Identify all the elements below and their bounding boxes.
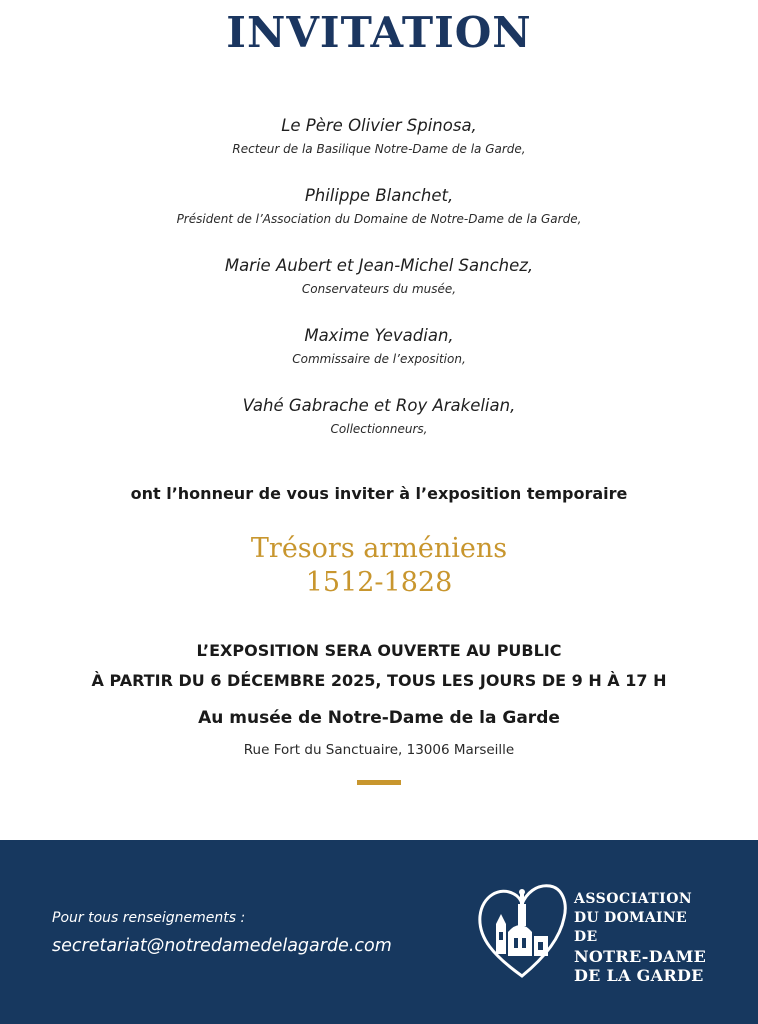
invitation-sentence: ont l’honneur de vous inviter à l’exposition temporaire <box>130 484 628 503</box>
host-role: Conservateurs du musée, <box>301 282 457 296</box>
info-label: Pour tous renseignements : <box>52 910 246 926</box>
host-entry <box>0 326 758 367</box>
host-name: Le Père Olivier Spinosa, <box>281 116 477 135</box>
opening-info <box>0 636 758 696</box>
host-entry <box>0 396 758 437</box>
host-entry <box>0 256 758 297</box>
host-role: Président de l’Association du Domaine de Notre-Dame de la Garde, <box>176 212 582 226</box>
host-role: Recteur de la Basilique Notre-Dame de la Garde, <box>232 142 526 156</box>
venue-address: Rue Fort du Sanctuaire, 13006 Marseille <box>243 742 515 758</box>
host-name: Maxime Yevadian, <box>304 326 454 345</box>
host-entry <box>0 116 758 157</box>
exhibition-title: Trésors arméniens <box>250 533 508 564</box>
contact-email-link[interactable]: secretariat@notredamedelagarde.com <box>52 936 392 956</box>
host-entry <box>0 186 758 227</box>
opening-line-2: À PARTIR DU 6 DÉCEMBRE 2025, TOUS LES JOURS DE 9 H À 17 H <box>91 671 667 690</box>
exhibition-heading <box>0 532 758 600</box>
host-role: Commissaire de l’exposition, <box>292 352 466 366</box>
footer-banner <box>0 840 758 1024</box>
host-name: Philippe Blanchet, <box>304 186 454 205</box>
logo-line: ASSOCIATION <box>574 891 693 907</box>
host-name: Marie Aubert et Jean-Michel Sanchez, <box>224 256 534 275</box>
logo-wordmark <box>574 890 714 985</box>
host-role: Collectionneurs, <box>330 422 428 436</box>
host-name: Vahé Gabrache et Roy Arakelian, <box>242 396 516 415</box>
association-logo <box>474 876 714 986</box>
basilica-heart-icon <box>474 876 570 986</box>
logo-line: DE LA GARDE <box>574 966 704 985</box>
invitation-title: INVITATION <box>226 8 532 57</box>
gold-divider <box>357 780 401 785</box>
opening-line-1: L’EXPOSITION SERA OUVERTE AU PUBLIC <box>196 641 562 660</box>
exhibition-dates: 1512-1828 <box>305 567 453 598</box>
logo-line: NOTRE-DAME <box>574 947 707 966</box>
venue-name: Au musée de Notre-Dame de la Garde <box>198 708 560 728</box>
logo-line: DU DOMAINE DE <box>574 910 687 945</box>
